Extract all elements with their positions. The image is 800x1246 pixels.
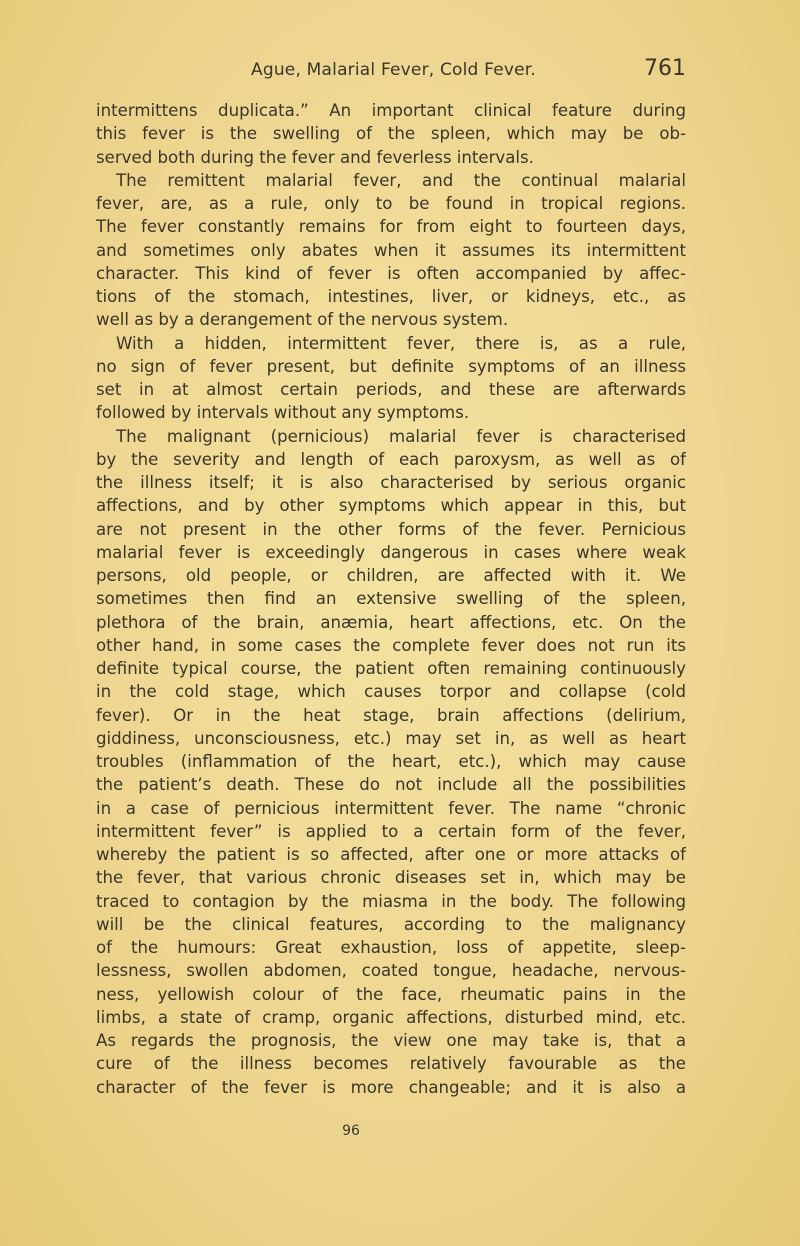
text-line: troubles (inflammation of the heart, etc.), which may cause (96, 752, 686, 771)
text-line: this fever is the swelling of the spleen, which may be ob- (96, 124, 686, 144)
text-line: persons, old people, or children, are affected with it. We (96, 566, 686, 585)
text-line: other hand, in some cases the complete fever does not run its (96, 635, 686, 655)
text-line: The remittent malarial fever, and the continual malarial (116, 170, 686, 190)
text-line: With a hidden, intermittent fever, there is, as a rule, (116, 333, 686, 353)
text-line: will be the clinical features, according to the malignancy (96, 914, 686, 934)
text-line: intermittens duplicata.” An important clinical feature during (96, 101, 686, 120)
text-line: As regards the prognosis, the view one may take is, that a (96, 1031, 686, 1050)
text-line: followed by intervals without any symptoms. (96, 403, 470, 423)
text-line: no sign of fever present, but definite symptoms of an illness (96, 356, 686, 376)
signature-mark (96, 1123, 686, 1139)
text-line: plethora of the brain, anæmia, heart affections, etc. On the (96, 612, 686, 632)
text-line: definite typical course, the patient often remaining continuously (96, 659, 686, 678)
text-line: by the severity and length of each paroxysm, as well as of (96, 449, 686, 469)
text-line: and sometimes only abates when it assumes its intermittent (96, 240, 686, 260)
text-line: in the cold stage, which causes torpor and collapse (cold (96, 682, 686, 702)
text-line: in a case of pernicious intermittent fever. The name “chronic (96, 798, 686, 818)
text-line: served both during the fever and feverless intervals. (96, 147, 534, 167)
signature-number: 96 (342, 1123, 360, 1139)
text-line: malarial fever is exceedingly dangerous in cases where weak (96, 542, 686, 562)
text-line: fever). Or in the heat stage, brain affections (delirium, (96, 705, 686, 725)
text-line: lessness, swollen abdomen, coated tongue, headache, nervous- (96, 961, 686, 981)
text-line: whereby the patient is so affected, after one or more attacks of (96, 845, 686, 864)
text-line: well as by a derangement of the nervous system. (96, 310, 509, 330)
text-line: sometimes then find an extensive swelling of the spleen, (96, 589, 686, 609)
text-line: The malignant (pernicious) malarial fever is characterised (116, 426, 686, 446)
text-line: set in at almost certain periods, and these are afterwards (96, 380, 686, 399)
text-line: giddiness, unconsciousness, etc.) may set in, as well as heart (96, 728, 686, 748)
text-line: fever, are, as a rule, only to be found in tropical regions. (96, 194, 686, 213)
text-line: The fever constantly remains for from eight to fourteen days, (96, 217, 686, 237)
text-line: limbs, a state of cramp, organic affections, disturbed mind, etc. (96, 1007, 686, 1027)
text-line: the patient’s death. These do not include all the possibilities (96, 775, 686, 795)
text-line: intermittent fever” is applied to a certain form of the fever, (96, 821, 686, 841)
text-line: tions of the stomach, intestines, liver, or kidneys, etc., as (96, 287, 686, 306)
body-text (96, 99, 686, 1099)
page-number: 761 (644, 56, 686, 81)
running-title: Ague, Malarial Fever, Cold Fever. (251, 60, 537, 80)
text-line: of the humours: Great exhaustion, loss of appetite, sleep- (96, 938, 686, 957)
text-line: ness, yellowish colour of the face, rheumatic pains in the (96, 984, 686, 1004)
running-head (96, 56, 686, 86)
text-line: character. This kind of fever is often accompanied by affec- (96, 263, 686, 283)
text-line: character of the fever is more changeable; and it is also a (96, 1077, 686, 1097)
text-line: traced to contagion by the miasma in the body. The following (96, 891, 686, 911)
text-line: affections, and by other symptoms which appear in this, but (96, 496, 686, 516)
text-line: are not present in the other forms of the fever. Pernicious (96, 519, 686, 539)
text-line: the illness itself; it is also characterised by serious organic (96, 473, 686, 492)
text-line: cure of the illness becomes relatively favourable as the (96, 1054, 686, 1074)
text-line: the fever, that various chronic diseases set in, which may be (96, 868, 686, 888)
